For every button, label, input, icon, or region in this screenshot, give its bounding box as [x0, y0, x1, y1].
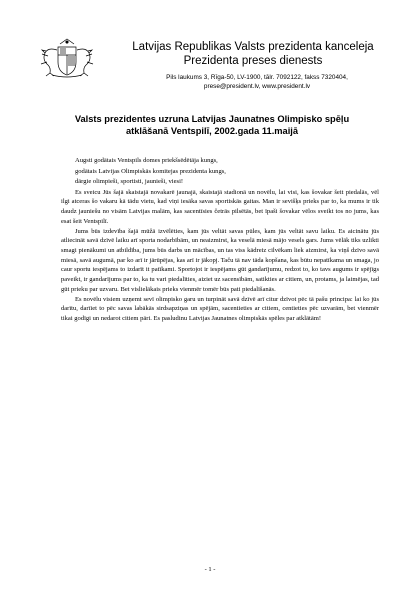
department-name: Prezidenta preses dienests — [183, 55, 323, 67]
organization-header — [118, 40, 388, 68]
contact-web: prese@president.lv, www.president.lv — [203, 83, 311, 90]
greeting-line: godātais Latvijas Olimpiskās komitejas prezidenta kungs, — [75, 167, 226, 175]
title-line: Valsts prezidentes uzruna Latvijas Jaunatnes Olimpisko spēļu — [74, 114, 350, 124]
speech-paragraph: Es sveicu Jūs šajā skaistajā novakarē jaunajā, skaistajā stadionā un novēlu, lai visi, kas šovakar šeit piedalās, vēl ilgi atceras šo vakaru kā tādu vietu, kad viņi iesāka savas sportiskās gaitas. Man ir sevišķs prieks par to, ka mums ir tik daudz jauniešu no visām Latvijas malām, kas sacentīsies četrās pilsētās, bet īpaši šovakar vēlos sveikt tos no jums, kas esat šeit Ventspilī. — [61, 188, 379, 225]
organization-name: Latvijas Republikas Valsts prezidenta kanceleja — [132, 41, 374, 53]
greeting-line: Augsti godātais Ventspils domes priekšsēdētāja kungs, — [75, 157, 218, 164]
document-title — [40, 113, 384, 137]
speech-body — [61, 156, 379, 324]
contact-info — [152, 73, 362, 91]
latvia-coat-of-arms-icon — [38, 38, 96, 78]
title-line: atklāšanā Ventspilī, 2002.gada 11.maijā — [125, 126, 299, 136]
page-number: - 1 - — [204, 566, 216, 573]
speech-paragraph: Es novēlu visiem uzņemt sevī olimpisko garu un turpināt savā dzīvē arī citur dzīvot pēc tā pašu principa: lai ko jūs darītu, darīiet to pēc savas labākās sirdsapziņas un spējām, sacentieties ar citiem, centieties pēc uzvarām, bet vienmēr tikai godīgi un nedarot citiem pāri. Es pasludinu Latvijas Jaunatnes olimpiskās spēles par atklātām! — [61, 295, 379, 322]
contact-address: Pils laukums 3, Rīga-50, LV-1900, tālr. 7092122, fakss 7320404, — [166, 74, 348, 81]
speech-paragraph: Jums būs izdevība šajā mūžā izvēlēties, kam jūs veltāt savas pūles, kam jūs veltāt savu laiku. Es aicinātu jūs atliecināt savā dzīvē laiku arī sporta nodarbībām, un neaizmirst, ka veselā miesā mājo vesels gars. Jums vēlāk tiks uzlikti smagi pienākumi un atbildība, jums būs darbs un mācības, un tas viss kādreiz cilvēkam liek aizmirst, ka viņš dzīvo savā miesā, savā augumā, par ko arī ir jārūpējas, kas arī ir jākopj. Taču tā nav tāda kopšana, kas būtu nepatīkama un smaga, jo caur sportu iespējams to izdarīt it patīkami. Sportojot ir iespējams gūt gandarījumu, redzot to, ko tavs augums ir spējīgs paveikt, ir gandarījums par to, ka tu vari piedalīties, aiziet uz sacensībām, satikties ar citiem, un, protams, ja laimējas, tad gūt prieku par uzvaru. Bet vislielākais prieks vienmēr tomēr būs pati piedalīšanās. — [61, 227, 379, 293]
greeting-line: dārgie olimpieši, sportisti, jaunieši, viesi! — [75, 178, 184, 186]
